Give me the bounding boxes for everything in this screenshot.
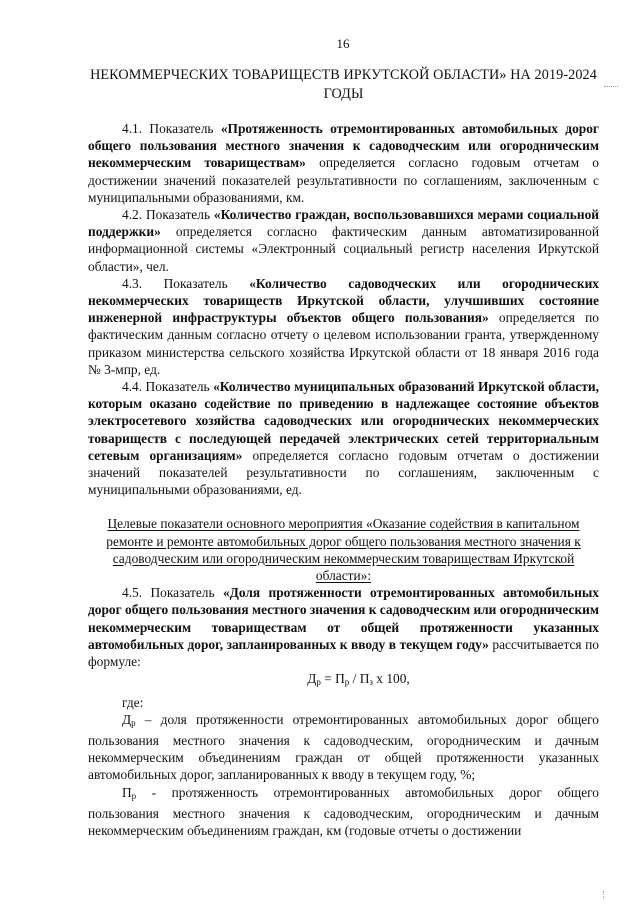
paragraph-4-2	[88, 206, 599, 275]
formula-symbol: П	[335, 671, 345, 687]
definition-pr	[88, 784, 599, 840]
definition-dr	[88, 711, 599, 784]
paragraph-4-4	[88, 378, 599, 498]
definition-text: – доля протяженности отремонтированных автомобильных дорог общего пользования местного значения к садоводческим, огородническим и дачным некоммерческим объединениям граждан от общей протяженности указанных автомобильных дорог, запланированных к вводу в текущем году, %;	[88, 711, 599, 783]
formula-rest: х 100,	[372, 671, 410, 687]
formula	[88, 670, 599, 691]
paragraph-4-1	[88, 120, 599, 206]
paragraph-tail: определяется по фактическим данным согласно отчету о целевом использовании гранта, утвержденному приказом министерства сельского хозяйства Иркутской области от 18 января 2016 года № 3-мпр, ед.	[88, 310, 599, 377]
paragraph-lead: 4.3. Показатель	[122, 275, 250, 291]
document-body	[88, 120, 599, 839]
formula-subscript: р	[344, 677, 350, 688]
indicator-name: «Доля протяженности отремонтированных автомобильных дорог общего пользования местного значения к садоводческим или огородническим некоммерческим товариществам от общей протяженности указанных автомобильных дорог, запланированных к вводу в текущем году»	[88, 585, 599, 652]
formula-symbol: Д	[307, 671, 317, 687]
formula-symbol: П	[359, 671, 370, 687]
page-heading: НЕКОММЕРЧЕСКИХ ТОВАРИЩЕСТВ ИРКУТСКОЙ ОБЛАСТИ» НА 2019-2024 ГОДЫ	[90, 67, 597, 102]
formula-subscript: р	[316, 677, 321, 688]
indicator-name: «Количество садоводческих или огороднических некоммерческих товариществ Иркутской области, улучшивших состояние инженерной инфраструктуры объектов общего пользования»	[88, 275, 599, 326]
paragraph-tail: рассчитывается по формуле:	[88, 636, 599, 670]
scan-mark	[604, 86, 618, 89]
formula-operator: /	[349, 671, 360, 687]
paragraph-4-3	[88, 275, 599, 378]
paragraph-lead: 4.1. Показатель	[122, 121, 221, 136]
definition-subscript: р	[131, 717, 136, 728]
page-number: 16	[336, 36, 350, 51]
definition-subscript: р	[131, 790, 137, 801]
formula-operator: =	[320, 671, 336, 687]
paragraph-tail: определяется согласно фактическим данным автоматизированной информационной системы «Электронный социальный регистр населения Иркутской области», чел.	[88, 224, 599, 274]
section-title: Целевые показатели основного мероприятия «Оказание содействия в капитальном ремонте и ремонте автомобильных дорог общего пользования местного значения к садоводческим или огородническим некоммерческим товариществам Иркутской области»:	[106, 516, 581, 584]
paragraph-lead: 4.2. Показатель	[122, 207, 214, 223]
paragraph-lead: 4.5. Показатель	[122, 585, 223, 601]
definition-symbol: П	[122, 784, 132, 800]
paragraph-tail: определяется согласно годовым отчетам о достижении значений показателей результативности по соглашениям, заключенным с муниципальными образованиями, ед.	[88, 447, 599, 498]
where-label: где:	[122, 694, 144, 710]
indicator-name: «Протяженность отремонтированных автомобильных дорог общего пользования местного значения к садоводческим или огородническим некоммерческим товариществам»	[88, 121, 599, 171]
indicator-name: «Количество муниципальных образований Иркутской области, которым оказано содействие по приведению в надлежащее состояние объектов электросетевого хозяйства садоводческих или огороднических некоммерческих товариществ с последующей передачей электрических сетей территориальным сетевым организациям»	[88, 379, 599, 463]
paragraph-4-5	[88, 584, 599, 670]
paragraph-tail: определяется согласно годовым отчетам о достижении значений показателей результативности по соглашениям, заключенным с муниципальными образованиями, км.	[88, 155, 599, 205]
formula-subscript: з	[369, 677, 373, 688]
paragraph-lead: 4.4. Показатель	[122, 379, 214, 395]
section-gap	[88, 498, 599, 515]
scan-mark	[603, 891, 606, 899]
indicator-name: «Количество граждан, воспользовавшихся мерами социальной поддержки»	[88, 207, 599, 240]
definition-text: - протяженность отремонтированных автомобильных дорог общего пользования местного значения к садоводческим, огородническим и дачным некоммерческим объединениям граждан, км (годовые отчеты о достижении	[88, 784, 599, 838]
definition-symbol: Д	[122, 711, 132, 727]
